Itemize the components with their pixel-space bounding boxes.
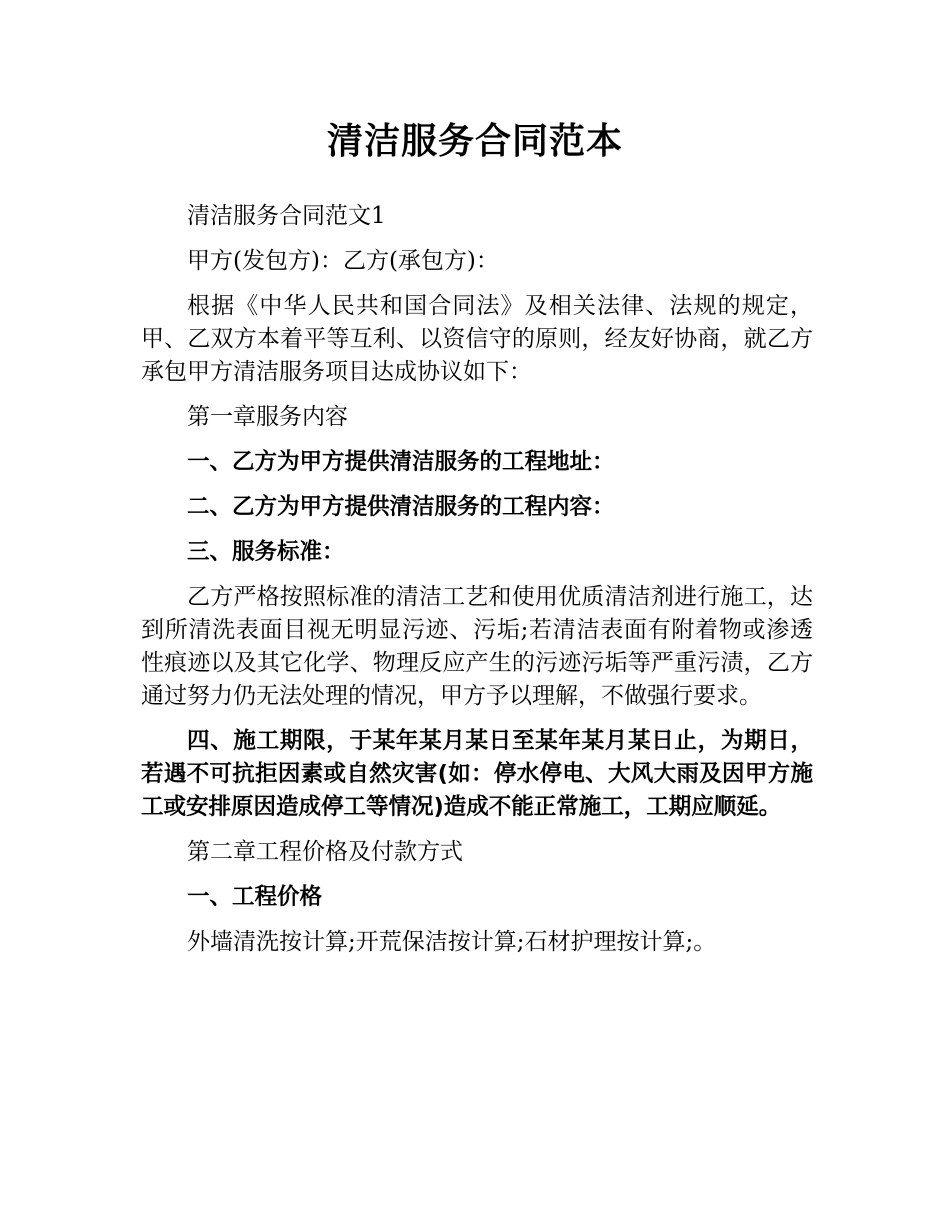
document-body — [141, 200, 813, 959]
document-title: 清洁服务合同范本 — [326, 121, 623, 162]
clause-project-content: 二、乙方为甲方提供清洁服务的工程内容： — [187, 494, 615, 520]
paragraph-preamble: 根据《中华人民共和国合同法》及相关法律、法规的规定，甲、乙双方本着平等互利、以资信守的原则，经友好协商，就乙方承包甲方清洁服务项目达成协议如下： — [141, 293, 813, 385]
paragraph-contract-sample-1: 清洁服务合同范文1 — [187, 203, 386, 229]
clause-project-address: 一、乙方为甲方提供清洁服务的工程地址： — [187, 449, 615, 475]
paragraph-parties: 甲方(发包方)：乙方(承包方)： — [187, 248, 499, 274]
clause-service-standard: 三、服务标准： — [187, 539, 345, 565]
clause-construction-period: 四、施工期限，于某年某月某日至某年某月某日止，为期日，若遇不可抗拒因素或自然灾害(如：停水停电、大风大雨及因甲方施工或安排原因造成停工等情况)造成不能正常施工，工期应顺延。 — [141, 728, 813, 820]
paragraph-service-standard-detail: 乙方严格按照标准的清洁工艺和使用优质清洁剂进行施工，达到所清洗表面目视无明显污迹、污垢;若清洁表面有附着物或渗透性痕迹以及其它化学、物理反应产生的污迹污垢等严重污渍，乙方通过努力仍无法处理的情况，甲方予以理解，不做强行要求。 — [141, 584, 813, 709]
paragraph-price-detail: 外墙清洗按计算;开荒保洁按计算;石材护理按计算;。 — [187, 929, 717, 955]
clause-project-price: 一、工程价格 — [187, 884, 323, 910]
chapter-heading-price-payment: 第二章工程价格及付款方式 — [187, 839, 463, 865]
chapter-heading-service-content: 第一章服务内容 — [187, 404, 348, 430]
